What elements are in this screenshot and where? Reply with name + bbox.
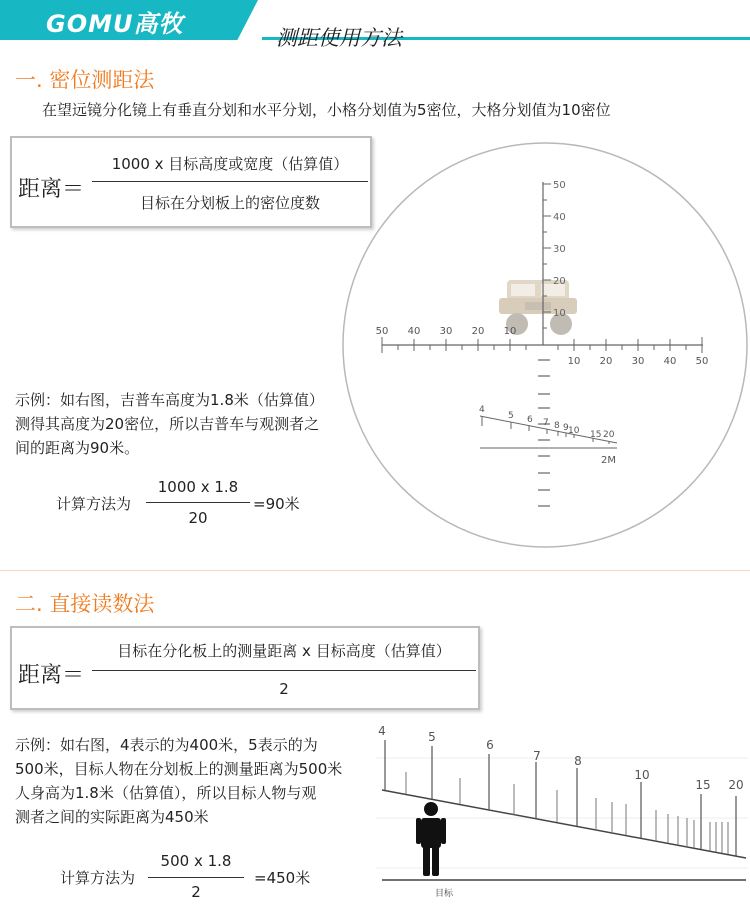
- scale-label: 10: [634, 768, 650, 782]
- scale-label: 6: [486, 738, 494, 752]
- section1-description: 在望远镜分化镜上有垂直分划和水平分划，小格分划值为5密位，大格分划值为10密位: [42, 101, 611, 119]
- brand-logo: GOMU高牧: [46, 10, 184, 38]
- vertical-tick-label: 50: [553, 180, 566, 191]
- scale-label: 7: [533, 749, 541, 763]
- horizontal-tick-label: 50: [695, 356, 709, 367]
- section2-formula-box: [10, 626, 480, 710]
- horizontal-tick-label: 10: [503, 326, 517, 337]
- horizontal-tick-label: 30: [439, 326, 453, 337]
- example-line: 500米，目标人物在分划板上的测量距离为500米: [15, 760, 343, 778]
- example-line: 测者之间的实际距离为450米: [15, 808, 209, 826]
- section1-calc-denominator: 20: [188, 509, 208, 527]
- stadia-label: 15: [590, 430, 602, 440]
- page-title: 测距使用方法: [276, 26, 402, 50]
- stadia-label: 20: [603, 430, 615, 440]
- formula-numerator: 目标在分化板上的测量距离 x 目标高度（估算值）: [117, 642, 451, 660]
- formula-denominator: 2: [279, 680, 289, 698]
- horizontal-tick-label: 50: [375, 326, 389, 337]
- section-divider: [0, 570, 750, 571]
- horizontal-tick-label: 30: [631, 356, 645, 367]
- target-label: 目标: [434, 889, 454, 899]
- formula-numerator: 1000 x 目标高度或宽度（估算值）: [111, 155, 349, 173]
- formula-denominator: 目标在分划板上的密位度数: [139, 194, 320, 212]
- scale-label: 5: [428, 730, 436, 744]
- section1-calc-label: 计算方法为: [56, 495, 132, 513]
- vertical-tick-label: 20: [553, 276, 566, 287]
- section2-example: [15, 733, 342, 829]
- formula-label: 距离＝: [18, 663, 85, 688]
- example-line: 测得其高度为20密位，所以吉普车与观测者之: [15, 415, 320, 433]
- vertical-tick-label: 30: [553, 244, 566, 255]
- section1-formula-box: [10, 136, 372, 228]
- stadia-label: 9: [563, 423, 569, 433]
- section1-calc-bar: [146, 502, 250, 503]
- stadia-label: 5: [508, 411, 514, 421]
- formula-label: 距离＝: [18, 177, 85, 202]
- section1-example: [15, 388, 324, 460]
- section1-title: 一. 密位测距法: [15, 68, 155, 92]
- scale-label: 8: [574, 754, 582, 768]
- scale-label: 20: [728, 778, 744, 792]
- section1-calc-numerator: 1000 x 1.8: [157, 478, 239, 496]
- section2-calc-label: 计算方法为: [60, 869, 136, 887]
- stadia-label: 8: [554, 421, 560, 431]
- section2-calc-result: =450米: [254, 869, 311, 887]
- horizontal-tick-label: 20: [471, 326, 485, 337]
- scale-label: 4: [378, 724, 386, 738]
- example-line: 示例：如右图，4表示的为400米，5表示的为: [15, 736, 318, 754]
- horizontal-tick-label: 40: [663, 356, 677, 367]
- section1-calc-result: =90米: [253, 495, 300, 513]
- section2-calc-denominator: 2: [191, 883, 201, 901]
- stadia-unit: 2M: [601, 455, 616, 466]
- section2-calc-numerator: 500 x 1.8: [160, 852, 232, 870]
- formula-fraction-bar: [92, 181, 368, 182]
- horizontal-tick-label: 10: [567, 356, 581, 367]
- example-line: 间的距离为90米。: [15, 439, 140, 457]
- mil-reticle-diagram: [339, 132, 750, 558]
- section2-calc-bar: [148, 877, 244, 878]
- stadia-label: 7: [543, 418, 549, 428]
- stadia-label: 10: [568, 426, 580, 436]
- stadia-label: 4: [479, 405, 485, 415]
- section2-title: 二. 直接读数法: [15, 592, 155, 616]
- vertical-tick-label: 40: [553, 212, 566, 223]
- example-line: 人身高为1.8米（估算值），所以目标人物与观: [15, 784, 317, 802]
- example-line: 示例：如右图，吉普车高度为1.8米（估算值）: [15, 391, 324, 409]
- vertical-tick-label: 10: [553, 308, 566, 319]
- stadia-label: 6: [527, 415, 533, 425]
- scale-label: 15: [695, 778, 711, 792]
- formula-fraction-bar: [92, 670, 476, 671]
- horizontal-tick-label: 40: [407, 326, 421, 337]
- direct-reading-scale-diagram: [376, 718, 748, 906]
- horizontal-tick-label: 20: [599, 356, 613, 367]
